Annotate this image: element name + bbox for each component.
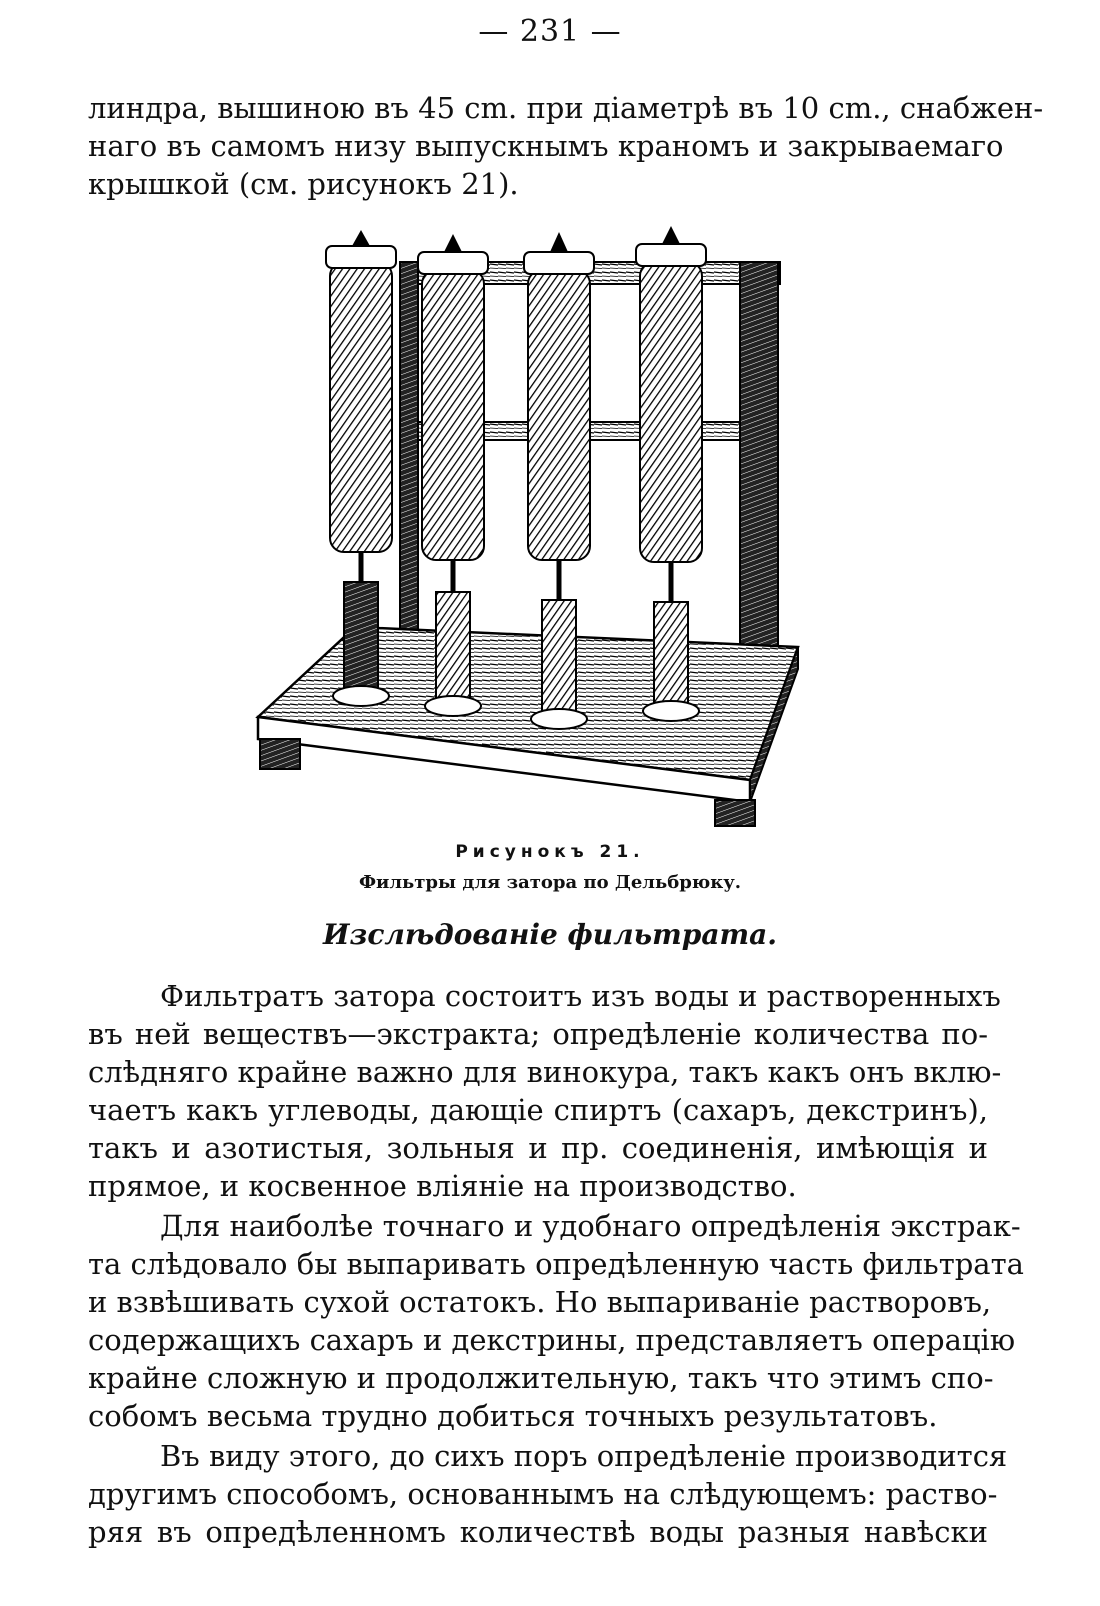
text-line: прямое, и косвенное вліяніе на производство. bbox=[88, 1169, 797, 1203]
page-number: — 231 — bbox=[478, 14, 622, 49]
text-line: наго въ самомъ низу выпускнымъ краномъ и закрываемаго bbox=[88, 129, 1004, 163]
text-line: крайне сложную и продолжительную, такъ что этимъ спо- bbox=[88, 1361, 994, 1395]
text-line: ряя въ опредѣленномъ количествѣ воды разныя навѣски bbox=[88, 1515, 988, 1549]
text-line: та слѣдовало бы выпаривать опредѣленную часть фильтрата bbox=[88, 1247, 1024, 1281]
text-line: линдра, вышиною въ 45 cm. при діаметрѣ въ 10 cm., снабжен- bbox=[88, 91, 1044, 125]
text-line: слѣдняго крайне важно для винокура, такъ какъ онъ вклю- bbox=[88, 1055, 1002, 1089]
figure-label: Рисунокъ 21. bbox=[455, 842, 645, 862]
text-line: и взвѣшивать сухой остатокъ. Но выпариваніе растворовъ, bbox=[88, 1285, 992, 1319]
section-title: Изслѣдованіе фильтрата. bbox=[323, 918, 777, 951]
text-line: чаетъ какъ углеводы, дающіе спиртъ (сахаръ, декстринъ), bbox=[88, 1093, 988, 1127]
figure-caption: Фильтры для затора по Дельбрюку. bbox=[358, 872, 742, 893]
text-line: Въ виду этого, до сихъ поръ опредѣленіе производится bbox=[160, 1439, 1008, 1473]
text-line: собомъ весьма трудно добиться точныхъ результатовъ. bbox=[88, 1399, 938, 1433]
filter-apparatus-illustration bbox=[250, 222, 800, 828]
text-line: такъ и азотистыя, зольныя и пр. соединенія, имѣющія и bbox=[88, 1131, 988, 1165]
text-line: другимъ способомъ, основаннымъ на слѣдующемъ: раство- bbox=[88, 1477, 998, 1511]
text-line: Для наиболѣе точнаго и удобнаго опредѣленія экстрак- bbox=[160, 1209, 1021, 1243]
text-line: содержащихъ сахаръ и декстрины, представляетъ операцію bbox=[88, 1323, 1016, 1357]
text-line: въ ней веществъ—экстракта; опредѣленіе количества по- bbox=[88, 1017, 988, 1051]
text-line: Фильтратъ затора состоитъ изъ воды и растворенныхъ bbox=[160, 979, 1001, 1013]
text-line: крышкой (см. рисунокъ 21). bbox=[88, 167, 519, 201]
